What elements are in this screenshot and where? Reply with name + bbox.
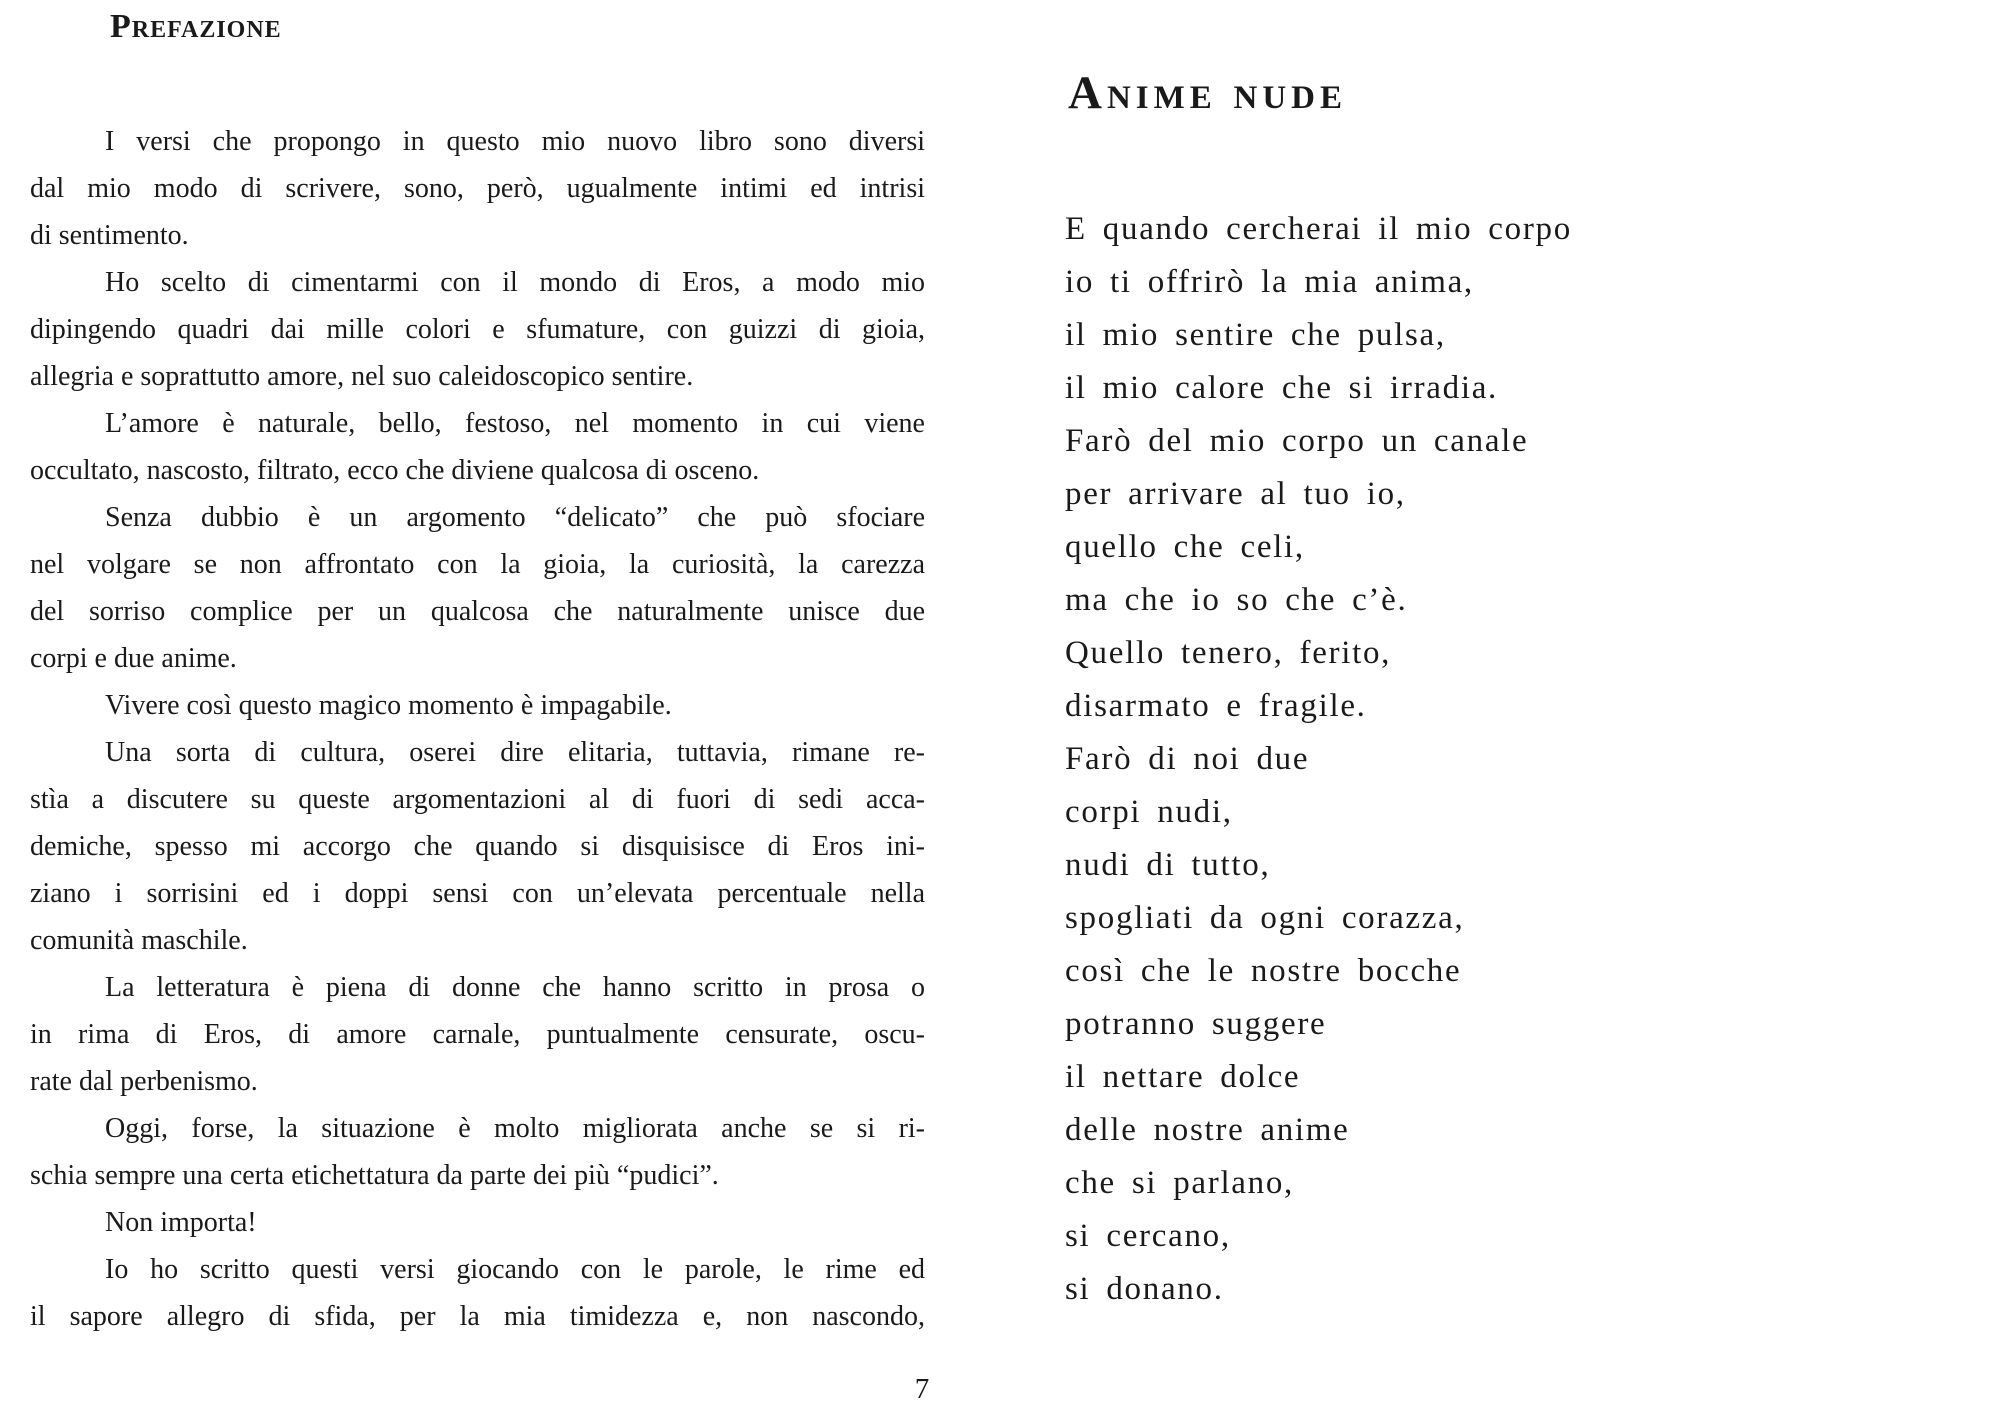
text-line: Oggi, forse, la situazione è molto migliorata anche se si ri-: [105, 1113, 925, 1144]
poem-line: spogliati da ogni corazza,: [1065, 900, 1465, 936]
poem-line: corpi nudi,: [1065, 794, 1233, 830]
poem-line: il mio sentire che pulsa,: [1065, 317, 1446, 353]
poem-title: Anime nude: [1068, 67, 1348, 119]
text-line: Senza dubbio è un argomento “delicato” che può sfociare: [105, 502, 925, 533]
preface-heading: Prefazione: [110, 8, 282, 45]
text-line: rate dal perbenismo.: [30, 1066, 258, 1097]
poem-line: il nettare dolce: [1065, 1059, 1301, 1095]
poem-line: il mio calore che si irradia.: [1065, 370, 1498, 406]
text-line: I versi che propongo in questo mio nuovo libro sono diversi: [105, 126, 925, 157]
poem-line: Quello tenero, ferito,: [1065, 635, 1392, 671]
text-line: La letteratura è piena di donne che hanno scritto in prosa o: [105, 972, 925, 1003]
page-number: 7: [914, 1373, 930, 1405]
text-line: occultato, nascosto, filtrato, ecco che diviene qualcosa di osceno.: [30, 455, 760, 486]
poem-line: nudi di tutto,: [1065, 847, 1271, 883]
text-line: Vivere così questo magico momento è impagabile.: [105, 690, 672, 721]
text-line: Non importa!: [105, 1207, 257, 1238]
poem-line: potranno suggere: [1065, 1006, 1327, 1042]
paragraph: [30, 1246, 925, 1340]
poem-line: che si parlano,: [1065, 1165, 1295, 1201]
text-line: ziano i sorrisini ed i doppi sensi con un’elevata percentuale nella: [30, 878, 925, 909]
paragraph: [30, 1105, 925, 1199]
paragraph: [30, 400, 925, 494]
text-line: demiche, spesso mi accorgo che quando si disquisisce di Eros ini-: [30, 831, 925, 862]
text-line: allegria e soprattutto amore, nel suo caleidoscopico sentire.: [30, 361, 694, 392]
paragraph: [30, 729, 925, 964]
text-line: il sapore allegro di sfida, per la mia timidezza e, non nascondo,: [30, 1301, 925, 1332]
text-line: di sentimento.: [30, 220, 189, 251]
poem-line: io ti offrirò la mia anima,: [1065, 264, 1474, 300]
poem-line: Farò di noi due: [1065, 741, 1310, 777]
page-right: [1000, 0, 2000, 1425]
text-line: del sorriso complice per un qualcosa che naturalmente unisce due: [30, 596, 925, 627]
poem-line: E quando cercherai il mio corpo: [1065, 211, 1572, 247]
poem-line: quello che celi,: [1065, 529, 1305, 565]
paragraph: [30, 964, 925, 1105]
paragraph: [30, 494, 925, 682]
text-line: Io ho scritto questi versi giocando con le parole, le rime ed: [105, 1254, 925, 1285]
paragraph: [30, 1199, 925, 1246]
text-line: corpi e due anime.: [30, 643, 237, 674]
text-line: Ho scelto di cimentarmi con il mondo di Eros, a modo mio: [105, 267, 925, 298]
poem-text: [1065, 203, 1965, 1316]
text-line: Una sorta di cultura, oserei dire elitaria, tuttavia, rimane re-: [105, 737, 925, 768]
text-line: dal mio modo di scrivere, sono, però, ugualmente intimi ed intrisi: [30, 173, 925, 204]
poem-line: Farò del mio corpo un canale: [1065, 423, 1529, 459]
text-line: schia sempre una certa etichettatura da parte dei più “pudici”.: [30, 1160, 719, 1191]
text-line: in rima di Eros, di amore carnale, puntualmente censurate, oscu-: [30, 1019, 925, 1050]
poem-line: per arrivare al tuo io,: [1065, 476, 1406, 512]
poem-line: ma che io so che c’è.: [1065, 582, 1408, 618]
paragraph: [30, 118, 925, 259]
preface-text: [30, 118, 925, 1340]
text-line: dipingendo quadri dai mille colori e sfumature, con guizzi di gioia,: [30, 314, 925, 345]
poem-line: disarmato e fragile.: [1065, 688, 1367, 724]
text-line: stìa a discutere su queste argomentazioni al di fuori di sedi acca-: [30, 784, 925, 815]
poem-line: si cercano,: [1065, 1218, 1231, 1254]
text-line: nel volgare se non affrontato con la gioia, la curiosità, la carezza: [30, 549, 925, 580]
text-line: comunità maschile.: [30, 925, 248, 956]
paragraph: [30, 259, 925, 400]
poem-line: delle nostre anime: [1065, 1112, 1350, 1148]
paragraph: [30, 682, 925, 729]
poem-line: si donano.: [1065, 1271, 1224, 1307]
text-line: L’amore è naturale, bello, festoso, nel momento in cui viene: [105, 408, 925, 439]
poem-line: così che le nostre bocche: [1065, 953, 1462, 989]
